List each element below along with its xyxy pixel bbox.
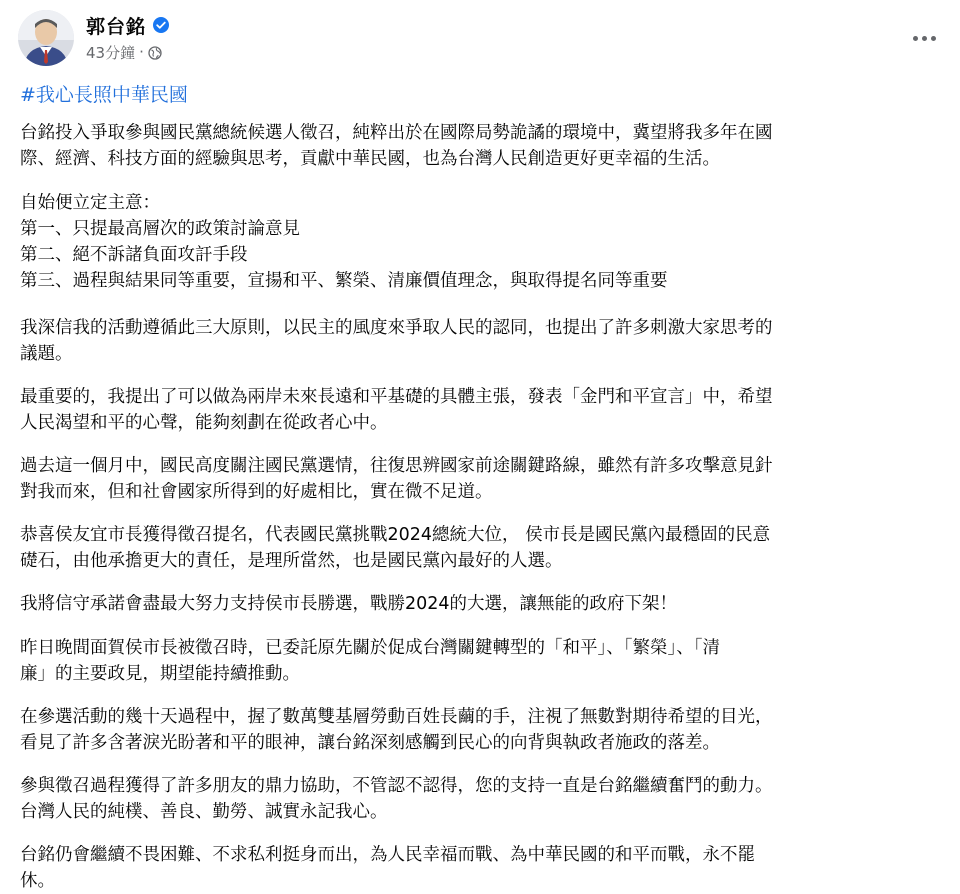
author-name[interactable]: 郭台銘 [86,15,147,38]
text-line: 我深信我的活動遵循此三大原則，以民主的風度來爭取人民的認同，也提出了許多刺激大家思考的 [20,318,773,338]
text-line: 在參選活動的幾十天過程中，握了數萬雙基層勞動百姓長繭的手，注視了無數對期待希望的目光， [20,707,773,727]
text-line: 人民渴望和平的心聲，能夠刻劃在從政者心中。 [20,413,388,433]
text-line: 昨日晚間面賀侯市長被徵召時，已委託原先關於促成台灣關鍵轉型的「和平」、「繁榮」、「清 [20,638,720,658]
paragraph-2 [20,190,668,294]
paragraph-7 [20,591,677,617]
text-line: 第二、絕不訴諸負面攻訐手段 [20,245,248,265]
text-line: 看見了許多含著淚光盼著和平的眼神，讓台銘深刻感觸到民心的向背與執政者施政的落差。 [20,733,720,753]
text-line: 我將信守承諾會盡最大努力支持侯市長勝選，戰勝2024的大選，讓無能的政府下架！ [20,594,678,614]
paragraph-8 [20,635,720,687]
hashtag-link[interactable]: #我心長照中華民國 [20,84,188,106]
text-line: 台銘投入爭取參與國民黨總統候選人徵召，純粹出於在國際局勢詭譎的環境中，冀望將我多年在國 [20,123,773,143]
more-options-icon [913,36,936,41]
text-line: 際、經濟、科技方面的經驗與思考，貢獻中華民國，也為台灣人民創造更好更幸福的生活。 [20,149,720,169]
paragraph-10 [20,773,773,825]
verified-badge-icon [152,16,170,34]
paragraph-9 [20,704,773,756]
globe-icon[interactable] [148,45,162,59]
avatar-photo-icon [18,10,74,66]
text-line: 第一、只提最高層次的政策討論意見 [20,219,300,239]
text-line: 對我而來，但和社會國家所得到的好處相比，實在微不足道。 [20,482,493,502]
text-line: 最重要的，我提出了可以做為兩岸未來長遠和平基礎的具體主張，發表「金門和平宣言」中，希望 [20,387,773,407]
paragraph-6 [20,522,770,574]
text-line: 參與徵召過程獲得了許多朋友的鼎力協助，不管認不認得，您的支持一直是台銘繼續奮鬥的動力。 [20,776,773,796]
text-line: 第三、過程與結果同等重要，宣揚和平、繁榮、清廉價值理念，與取得提名同等重要 [20,271,668,291]
paragraph-3 [20,315,773,367]
author-block [86,12,170,63]
text-line: 礎石，由他承擔更大的責任，是理所當然，也是國民黨內最好的人選。 [20,551,563,571]
paragraph-1 [20,120,773,172]
post-meta [86,41,170,63]
author-row [86,12,170,38]
post-content [20,80,945,891]
text-line: 廉」的主要政見，期望能持續推動。 [20,664,300,684]
avatar[interactable] [18,10,74,66]
paragraph-11 [20,842,755,894]
text-line: 台銘仍會繼續不畏困難、不求私利挺身而出，為人民幸福而戰、為中華民國的和平而戰，永不罷 [20,845,755,865]
paragraph-4 [20,384,773,436]
post-header [16,10,944,70]
text-line: 恭喜侯友宜市長獲得徵召提名，代表國民黨挑戰2024總統大位， 侯市長是國民黨內最穩固的民意 [20,525,771,545]
paragraph-5 [20,453,773,505]
meta-separator: · [139,43,144,61]
text-line: 過去這一個月中，國民高度關注國民黨選情，往復思辨國家前途關鍵路線，雖然有許多攻擊意見針 [20,456,773,476]
more-options-button[interactable] [904,18,944,58]
text-line: 台灣人民的純樸、善良、勤勞、誠實永記我心。 [20,802,388,822]
text-line: 議題。 [20,344,73,364]
text-line: 休。 [20,871,55,891]
text-line: 自始便立定主意： [20,193,160,213]
post-timestamp[interactable]: 43分鐘 [86,43,136,62]
